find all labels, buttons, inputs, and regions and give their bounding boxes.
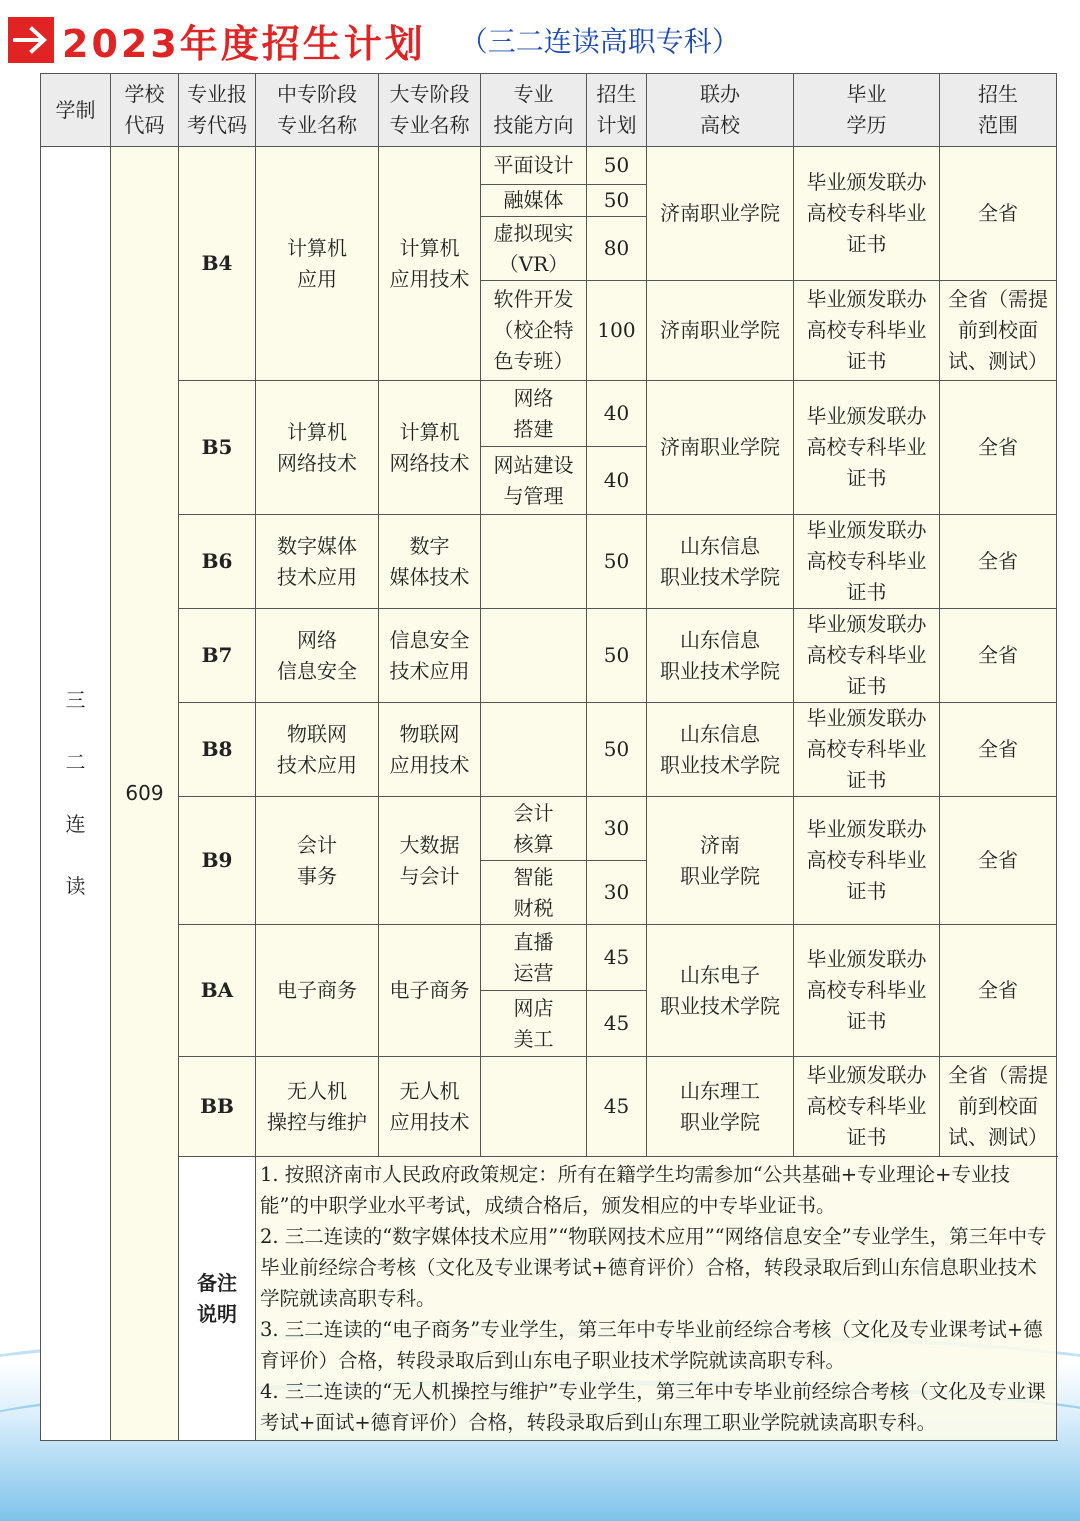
notes-row xyxy=(41,1157,1057,1441)
header-scope: 招生 范围 xyxy=(940,74,1057,147)
zz-name-b8: 物联网 技术应用 xyxy=(256,703,379,797)
dz-name-b4: 计算机 应用技术 xyxy=(379,147,481,381)
plan-cell: 100 xyxy=(587,281,647,381)
note-item: 1. 按照济南市人民政府政策规定：所有在籍学生均需参加“公共基础+专业理论+专业技能”的中职学业水平考试，成绩合格后，颁发相应的中专毕业证书。 xyxy=(260,1163,1010,1217)
dz-name-b7: 信息安全 技术应用 xyxy=(379,609,481,703)
page-header xyxy=(8,14,1068,66)
direction-cell: 直播 运营 xyxy=(481,925,587,991)
school-code-cell: 609 xyxy=(111,147,179,1441)
table-row xyxy=(41,797,1057,861)
table-row xyxy=(41,515,1057,609)
plan-cell: 45 xyxy=(587,1057,647,1157)
direction-cell: 软件开发 （校企特 色专班） xyxy=(481,281,587,381)
direction-cell: 会计 核算 xyxy=(481,797,587,861)
dz-name-b6: 数字 媒体技术 xyxy=(379,515,481,609)
major-code-b7: B7 xyxy=(179,609,256,703)
direction-cell xyxy=(481,703,587,797)
enrollment-table xyxy=(40,73,1057,1441)
direction-cell: 虚拟现实 （VR） xyxy=(481,217,587,281)
college-cell: 济南职业学院 xyxy=(647,147,794,281)
major-code-ba: BA xyxy=(179,925,256,1057)
plan-cell: 50 xyxy=(587,185,647,217)
direction-cell xyxy=(481,515,587,609)
note-item: 3. 三二连读的“电子商务”专业学生，第三年中专毕业前经综合考核（文化及专业课考试+德育评价）合格，转段录取后到山东电子职业技术学院就读高职专科。 xyxy=(260,1318,1043,1372)
dz-name-b8: 物联网 应用技术 xyxy=(379,703,481,797)
header-college: 联办 高校 xyxy=(647,74,794,147)
scope-cell: 全省（需提 前到校面 试、测试） xyxy=(940,281,1057,381)
table-row xyxy=(41,1057,1057,1157)
scope-cell: 全省（需提 前到校面 试、测试） xyxy=(940,1057,1057,1157)
diploma-cell: 毕业颁发联办 高校专科毕业 证书 xyxy=(794,1057,940,1157)
scope-cell: 全省 xyxy=(940,381,1057,515)
major-code-b5: B5 xyxy=(179,381,256,515)
zz-name-b4: 计算机 应用 xyxy=(256,147,379,381)
page-title: 2023年度招生计划 xyxy=(62,21,426,66)
notes-content xyxy=(256,1157,1057,1441)
zz-name-b7: 网络 信息安全 xyxy=(256,609,379,703)
diploma-cell: 毕业颁发联办 高校专科毕业 证书 xyxy=(794,147,940,281)
dz-name-b5: 计算机 网络技术 xyxy=(379,381,481,515)
diploma-cell: 毕业颁发联办 高校专科毕业 证书 xyxy=(794,703,940,797)
college-cell: 济南职业学院 xyxy=(647,281,794,381)
table-row xyxy=(41,609,1057,703)
college-cell: 济南 职业学院 xyxy=(647,797,794,925)
header-major-code: 专业报 考代码 xyxy=(179,74,256,147)
note-item: 2. 三二连读的“数字媒体技术应用”“物联网技术应用”“网络信息安全”专业学生，第三年中专毕业前经综合考核（文化及专业课考试+德育评价）合格，转段录取后到山东信息职业技术学院就读高职专科。 xyxy=(260,1225,1047,1310)
major-code-b6: B6 xyxy=(179,515,256,609)
header-dz-name: 大专阶段 专业名称 xyxy=(379,74,481,147)
diploma-cell: 毕业颁发联办 高校专科毕业 证书 xyxy=(794,381,940,515)
plan-cell: 45 xyxy=(587,925,647,991)
direction-cell: 融媒体 xyxy=(481,185,587,217)
direction-cell: 网站建设 与管理 xyxy=(481,447,587,515)
plan-cell: 30 xyxy=(587,797,647,861)
scope-cell: 全省 xyxy=(940,797,1057,925)
direction-cell xyxy=(481,1057,587,1157)
dz-name-bb: 无人机 应用技术 xyxy=(379,1057,481,1157)
college-cell: 山东信息 职业技术学院 xyxy=(647,515,794,609)
plan-cell: 80 xyxy=(587,217,647,281)
xuezhi-cell: 三 二 连 读 xyxy=(41,147,111,1441)
zz-name-ba: 电子商务 xyxy=(256,925,379,1057)
diploma-cell: 毕业颁发联办 高校专科毕业 证书 xyxy=(794,515,940,609)
plan-cell: 30 xyxy=(587,861,647,925)
college-cell: 山东电子 职业技术学院 xyxy=(647,925,794,1057)
scope-cell: 全省 xyxy=(940,515,1057,609)
zz-name-b6: 数字媒体 技术应用 xyxy=(256,515,379,609)
zz-name-b9: 会计 事务 xyxy=(256,797,379,925)
direction-cell: 智能 财税 xyxy=(481,861,587,925)
diploma-cell: 毕业颁发联办 高校专科毕业 证书 xyxy=(794,609,940,703)
plan-cell: 45 xyxy=(587,991,647,1057)
direction-cell xyxy=(481,609,587,703)
plan-cell: 50 xyxy=(587,609,647,703)
college-cell: 山东理工 职业学院 xyxy=(647,1057,794,1157)
plan-cell: 50 xyxy=(587,703,647,797)
table-row xyxy=(41,703,1057,797)
notes-label: 备注 说明 xyxy=(179,1157,256,1441)
plan-cell: 40 xyxy=(587,381,647,447)
plan-cell: 40 xyxy=(587,447,647,515)
direction-cell: 网店 美工 xyxy=(481,991,587,1057)
header-diploma: 毕业 学历 xyxy=(794,74,940,147)
direction-cell: 网络 搭建 xyxy=(481,381,587,447)
major-code-b9: B9 xyxy=(179,797,256,925)
diploma-cell: 毕业颁发联办 高校专科毕业 证书 xyxy=(794,925,940,1057)
diploma-cell: 毕业颁发联办 高校专科毕业 证书 xyxy=(794,281,940,381)
table-row xyxy=(41,147,1057,185)
college-cell: 山东信息 职业技术学院 xyxy=(647,609,794,703)
header-direction: 专业 技能方向 xyxy=(481,74,587,147)
table-row xyxy=(41,381,1057,447)
page-subtitle: （三二连读高职专科） xyxy=(459,25,740,58)
note-item: 4. 三二连读的“无人机操控与维护”专业学生，第三年中专毕业前经综合考核（文化及专业课考试+面试+德育评价）合格，转段录取后到山东理工职业学院就读高职专科。 xyxy=(260,1380,1046,1434)
direction-cell: 平面设计 xyxy=(481,147,587,185)
scope-cell: 全省 xyxy=(940,609,1057,703)
header-zz-name: 中专阶段 专业名称 xyxy=(256,74,379,147)
plan-cell: 50 xyxy=(587,515,647,609)
zz-name-b5: 计算机 网络技术 xyxy=(256,381,379,515)
scope-cell: 全省 xyxy=(940,147,1057,281)
dz-name-ba: 电子商务 xyxy=(379,925,481,1057)
college-cell: 济南职业学院 xyxy=(647,381,794,515)
scope-cell: 全省 xyxy=(940,703,1057,797)
major-code-bb: BB xyxy=(179,1057,256,1157)
table-row xyxy=(41,925,1057,991)
zz-name-bb: 无人机 操控与维护 xyxy=(256,1057,379,1157)
header-xuezhi: 学制 xyxy=(41,74,111,147)
diploma-cell: 毕业颁发联办 高校专科毕业 证书 xyxy=(794,797,940,925)
plan-cell: 50 xyxy=(587,147,647,185)
scope-cell: 全省 xyxy=(940,925,1057,1057)
header-plan: 招生 计划 xyxy=(587,74,647,147)
college-cell: 山东信息 职业技术学院 xyxy=(647,703,794,797)
dz-name-b9: 大数据 与会计 xyxy=(379,797,481,925)
major-code-b4: B4 xyxy=(179,147,256,381)
header-school-code: 学校 代码 xyxy=(111,74,179,147)
major-code-b8: B8 xyxy=(179,703,256,797)
table-header-row xyxy=(41,74,1057,147)
right-arrow-icon xyxy=(8,17,54,63)
